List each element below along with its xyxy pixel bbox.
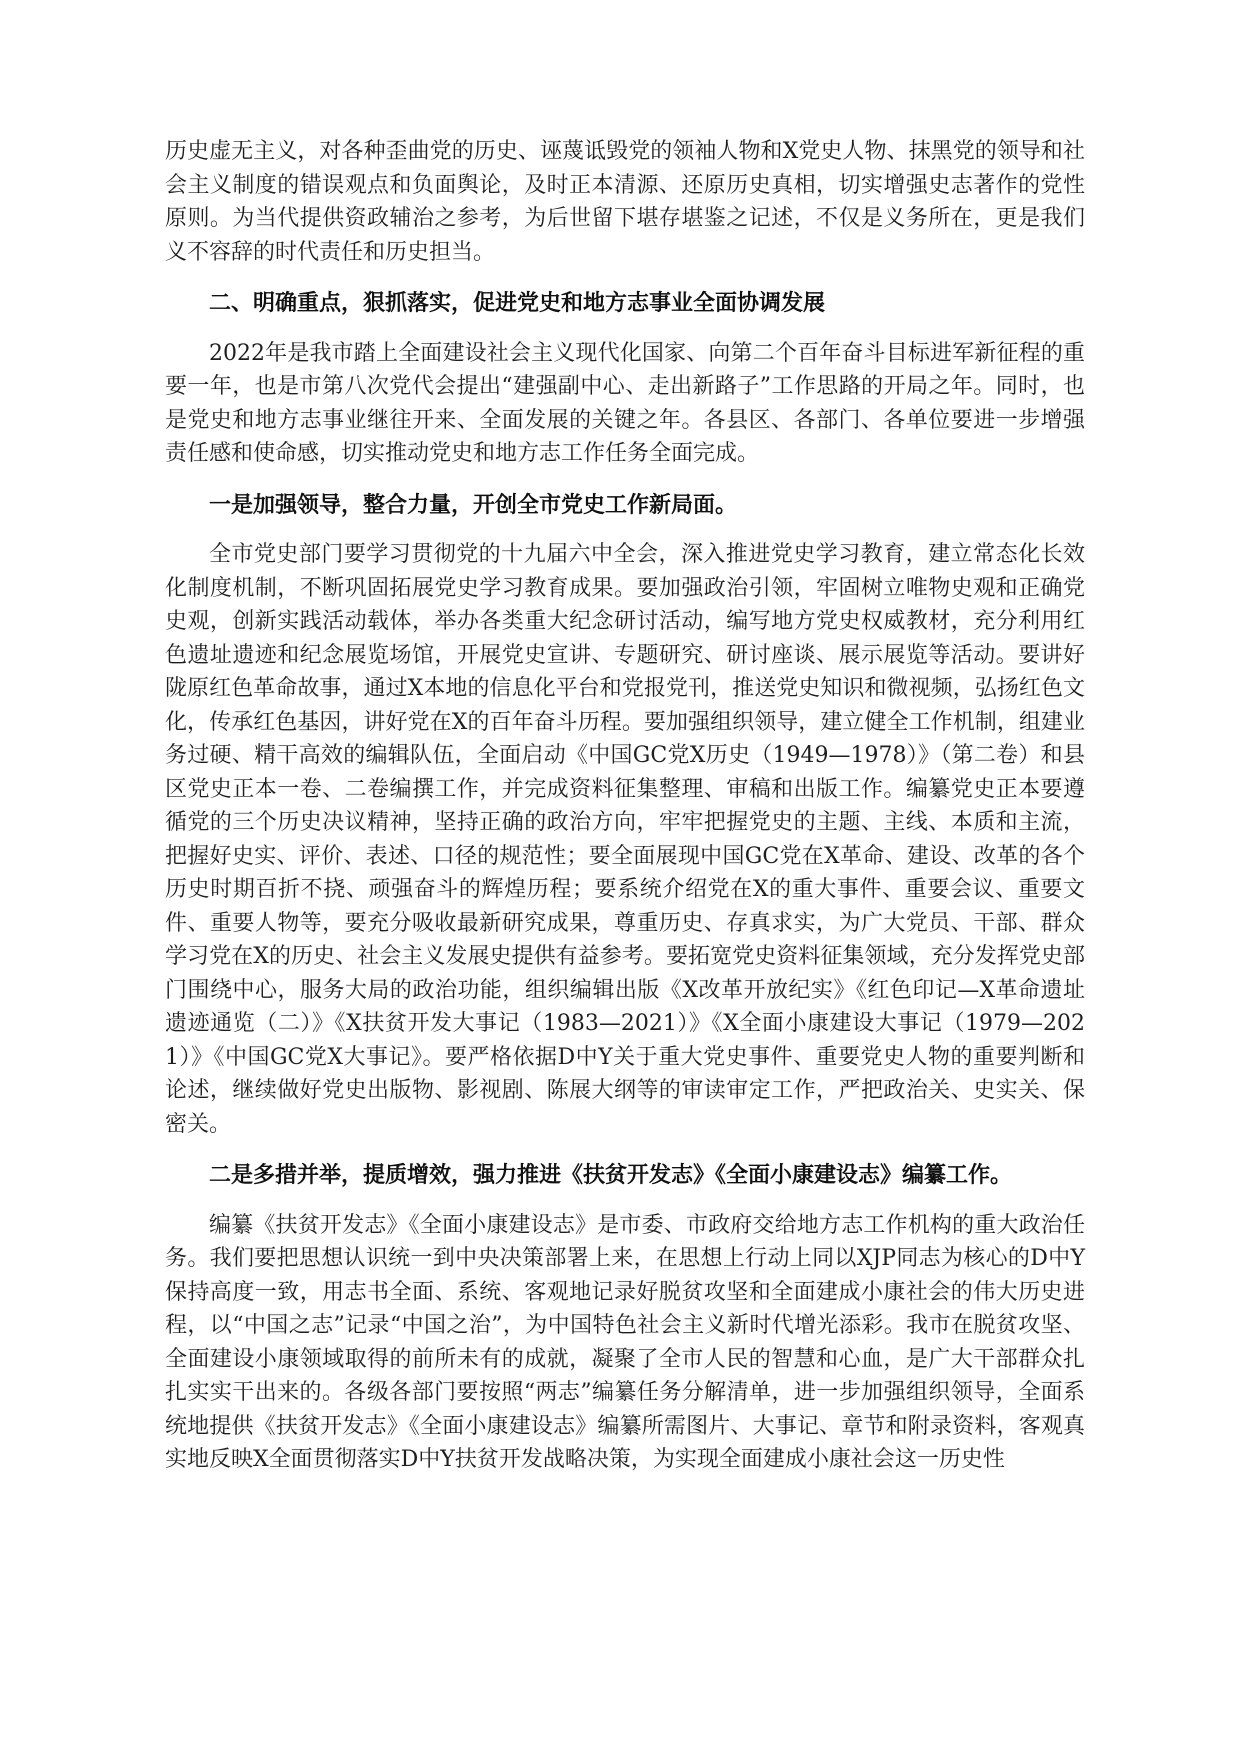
section-heading: 二、明确重点，狠抓落实，促进党史和地方志事业全面协调发展 bbox=[209, 291, 826, 316]
paragraph-poverty-chronicle: 编纂《扶贫开发志》《全面小康建设志》是市委、市政府交给地方志工作机构的重大政治任务。我们要把思想认识统一到中央决策部署上来，在思想上行动上同以XJP同志为核心的D中Y保持高度一致，用志书全面、系统、客观地记录好脱贫攻坚和全面建成小康社会的伟大历史进程，以“中国之志”记录“中国之治”，为中国特色社会主义新时代增光添彩。我市在脱贫攻坚、全面建设小康领域取得的前所未有的成就，凝聚了全市人民的智慧和心血，是广大干部群众扎扎实实干出来的。各级各部门要按照“两志”编纂任务分解清单，进一步加强组织领导，全面系统地提供《扶贫开发志》《全面小康建设志》编纂所需图片、大事记、章节和附录资料，客观真实地反映X全面贯彻落实D中Y扶贫开发战略决策，为实现全面建成小康社会这一历史性 bbox=[165, 1212, 1085, 1472]
subheading-poverty-chronicle: 二是多措并举，提质增效，强力推进《扶贫开发志》《全面小康建设志》编纂工作。 bbox=[209, 1163, 1013, 1188]
document-body bbox=[165, 135, 1085, 1477]
subheading-party-history: 一是加强领导，整合力量，开创全市党史工作新局面。 bbox=[209, 492, 738, 518]
paragraph-intro: 2022年是我市踏上全面建设社会主义现代化国家、向第二个百年奋斗目标进军新征程的重要一年，也是市第八次党代会提出“建强副中心、走出新路子”工作思路的开局之年。同时，也是党史和地方志事业继往开来、全面发展的关键之年。各县区、各部门、各单位要进一步增强责任感和使命感，切实推动党史和地方志工作任务全面完成。 bbox=[165, 340, 1085, 466]
paragraph-party-history: 全市党史部门要学习贯彻党的十九届六中全会，深入推进党史学习教育，建立常态化长效化制度机制，不断巩固拓展党史学习教育成果。要加强政治引领，牢固树立唯物史观和正确党史观，创新实践活动载体，举办各类重大纪念研讨活动，编写地方党史权威教材，充分利用红色遗址遗迹和纪念展览场馆，开展党史宣讲、专题研究、研讨座谈、展示展览等活动。要讲好陇原红色革命故事，通过X本地的信息化平台和党报党刊，推送党史知识和微视频，弘扬红色文化，传承红色基因，讲好党在X的百年奋斗历程。要加强组织领导，建立健全工作机制，组建业务过硬、精干高效的编辑队伍，全面启动《中国GC党X历史（1949—1978）》（第二卷）和县区党史正本一卷、二卷编撰工作，并完成资料征集整理、审稿和出版工作。编纂党史正本要遵循党的三个历史决议精神，坚持正确的政治方向，牢牢把握党史的主题、主线、本质和主流，把握好史实、评价、表述、口径的规范性；要全面展现中国GC党在X革命、建设、改革的各个历史时期百折不挠、顽强奋斗的辉煌历程；要系统介绍党在X的重大事件、重要会议、重要文件、重要人物等，要充分吸收最新研究成果，尊重历史、存真求实，为广大党员、干部、群众学习党在X的历史、社会主义发展史提供有益参考。要拓宽党史资料征集领域，充分发挥党史部门围绕中心，服务大局的政治功能，组织编辑出版《X改革开放纪实》《红色印记—X革命遗址遗迹通览（二）》《X扶贫开发大事记（1983—2021）》《X全面小康建设大事记（1979—2021）》《中国GC党X大事记》。要严格依据D中Y关于重大党史事件、重要党史人物的重要判断和论述，继续做好党史出版物、影视剧、陈展大纲等的审读审定工作，严把政治关、史实关、保密关。 bbox=[165, 542, 1085, 1137]
paragraph-continuation: 历史虚无主义，对各种歪曲党的历史、诬蔑诋毁党的领袖人物和X党史人物、抹黑党的领导和社会主义制度的错误观点和负面舆论，及时正本清源、还原历史真相，切实增强史志著作的党性原则。为当代提供资政辅治之参考，为后世留下堪存堪鉴之记述，不仅是义务所在，更是我们义不容辞的时代责任和历史担当。 bbox=[165, 139, 1085, 265]
